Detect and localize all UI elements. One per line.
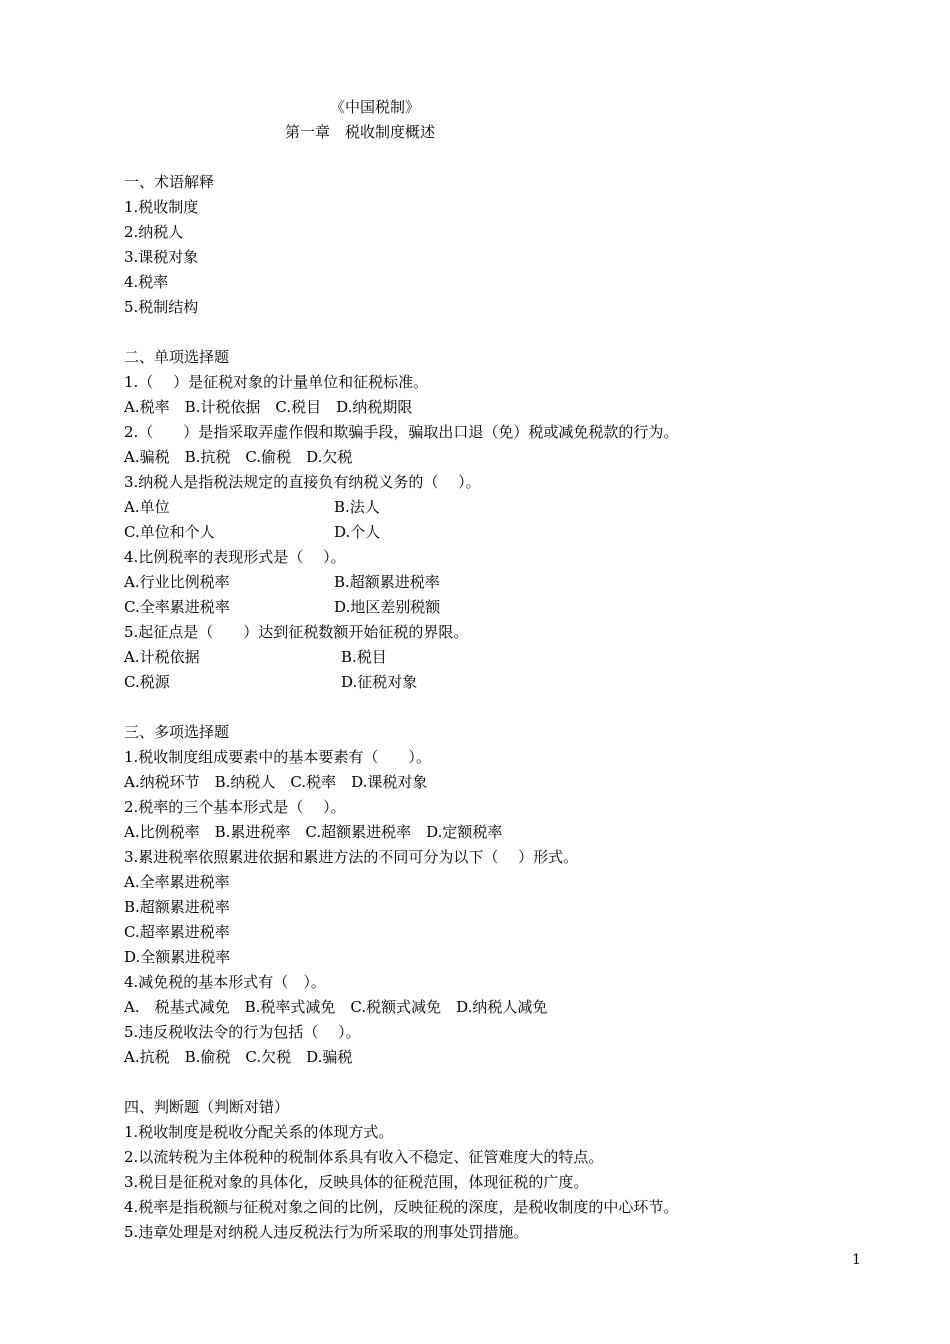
question: 5.起征点是（ ）达到征税数额开始征税的界限。 bbox=[124, 623, 469, 641]
chapter-title: 第一章 税收制度概述 bbox=[285, 123, 436, 141]
option-row bbox=[124, 495, 884, 520]
option: A.单位 bbox=[124, 498, 170, 516]
question: 3.累进税率依照累进依据和累进方法的不同可分为以下（ ）形式。 bbox=[124, 848, 579, 866]
option-row bbox=[124, 570, 884, 595]
document-title: 《中国税制》 bbox=[330, 98, 421, 116]
option: D.全额累进税率 bbox=[124, 948, 231, 966]
option: D.个人 bbox=[334, 523, 381, 541]
term-item: 1.税收制度 bbox=[124, 198, 199, 216]
option: B.超额累进税率 bbox=[124, 898, 230, 916]
option: A.全率累进税率 bbox=[124, 873, 230, 891]
term-item: 2.纳税人 bbox=[124, 223, 184, 241]
option: A.计税依据 bbox=[124, 648, 200, 666]
question: 1.（ ）是征税对象的计量单位和征税标准。 bbox=[124, 373, 429, 391]
judgment-item: 4.税率是指税额与征税对象之间的比例，反映征税的深度，是税收制度的中心环节。 bbox=[124, 1198, 679, 1216]
term-item: 3.课税对象 bbox=[124, 248, 199, 266]
question: 5.违反税收法令的行为包括（ ）。 bbox=[124, 1023, 361, 1041]
question-options: A.税率 B.计税依据 C.税目 D.纳税期限 bbox=[124, 398, 413, 416]
option-row bbox=[124, 670, 884, 695]
question: 4.减免税的基本形式有（ ）。 bbox=[124, 973, 326, 991]
page-number: 1 bbox=[852, 1252, 861, 1268]
section-heading: 二、单项选择题 bbox=[124, 348, 230, 366]
question-options: A.纳税环节 B.纳税人 C.税率 D.课税对象 bbox=[124, 773, 428, 791]
section-heading: 三、多项选择题 bbox=[124, 723, 230, 741]
option: D.征税对象 bbox=[341, 673, 418, 691]
option: B.超额累进税率 bbox=[334, 573, 440, 591]
option: C.单位和个人 bbox=[124, 523, 215, 541]
option: D.地区差别税额 bbox=[334, 598, 441, 616]
question: 2.税率的三个基本形式是（ ）。 bbox=[124, 798, 346, 816]
option: C.超率累进税率 bbox=[124, 923, 230, 941]
document-body bbox=[124, 170, 884, 1245]
option: C.税源 bbox=[124, 673, 170, 691]
judgment-item: 2.以流转税为主体税种的税制体系具有收入不稳定、征管难度大的特点。 bbox=[124, 1148, 604, 1166]
option: B.法人 bbox=[334, 498, 380, 516]
question: 3.纳税人是指税法规定的直接负有纳税义务的（ ）。 bbox=[124, 473, 481, 491]
judgment-item: 1.税收制度是税收分配关系的体现方式。 bbox=[124, 1123, 394, 1141]
question: 4.比例税率的表现形式是（ ）。 bbox=[124, 548, 346, 566]
option: C.全率累进税率 bbox=[124, 598, 230, 616]
judgment-item: 3.税目是征税对象的具体化，反映具体的征税范围，体现征税的广度。 bbox=[124, 1173, 589, 1191]
question-options: A.比例税率 B.累进税率 C.超额累进税率 D.定额税率 bbox=[124, 823, 503, 841]
option-row bbox=[124, 645, 884, 670]
section-heading: 四、判断题（判断对错） bbox=[124, 1098, 290, 1116]
option-row bbox=[124, 595, 884, 620]
question-options: A.骗税 B.抗税 C.偷税 D.欠税 bbox=[124, 448, 353, 466]
term-item: 5.税制结构 bbox=[124, 298, 199, 316]
question: 1.税收制度组成要素中的基本要素有（ ）。 bbox=[124, 748, 431, 766]
option-row bbox=[124, 520, 884, 545]
question: 2.（ ）是指采取弄虚作假和欺骗手段，骗取出口退（免）税或减免税款的行为。 bbox=[124, 423, 679, 441]
question-options: A. 税基式减免 B.税率式减免 C.税额式减免 D.纳税人减免 bbox=[124, 998, 548, 1016]
option: A.行业比例税率 bbox=[124, 573, 230, 591]
option: B.税目 bbox=[341, 648, 387, 666]
judgment-item: 5.违章处理是对纳税人违反税法行为所采取的刑事处罚措施。 bbox=[124, 1223, 529, 1241]
question-options: A.抗税 B.偷税 C.欠税 D.骗税 bbox=[124, 1048, 353, 1066]
section-heading: 一、术语解释 bbox=[124, 173, 215, 191]
term-item: 4.税率 bbox=[124, 273, 169, 291]
